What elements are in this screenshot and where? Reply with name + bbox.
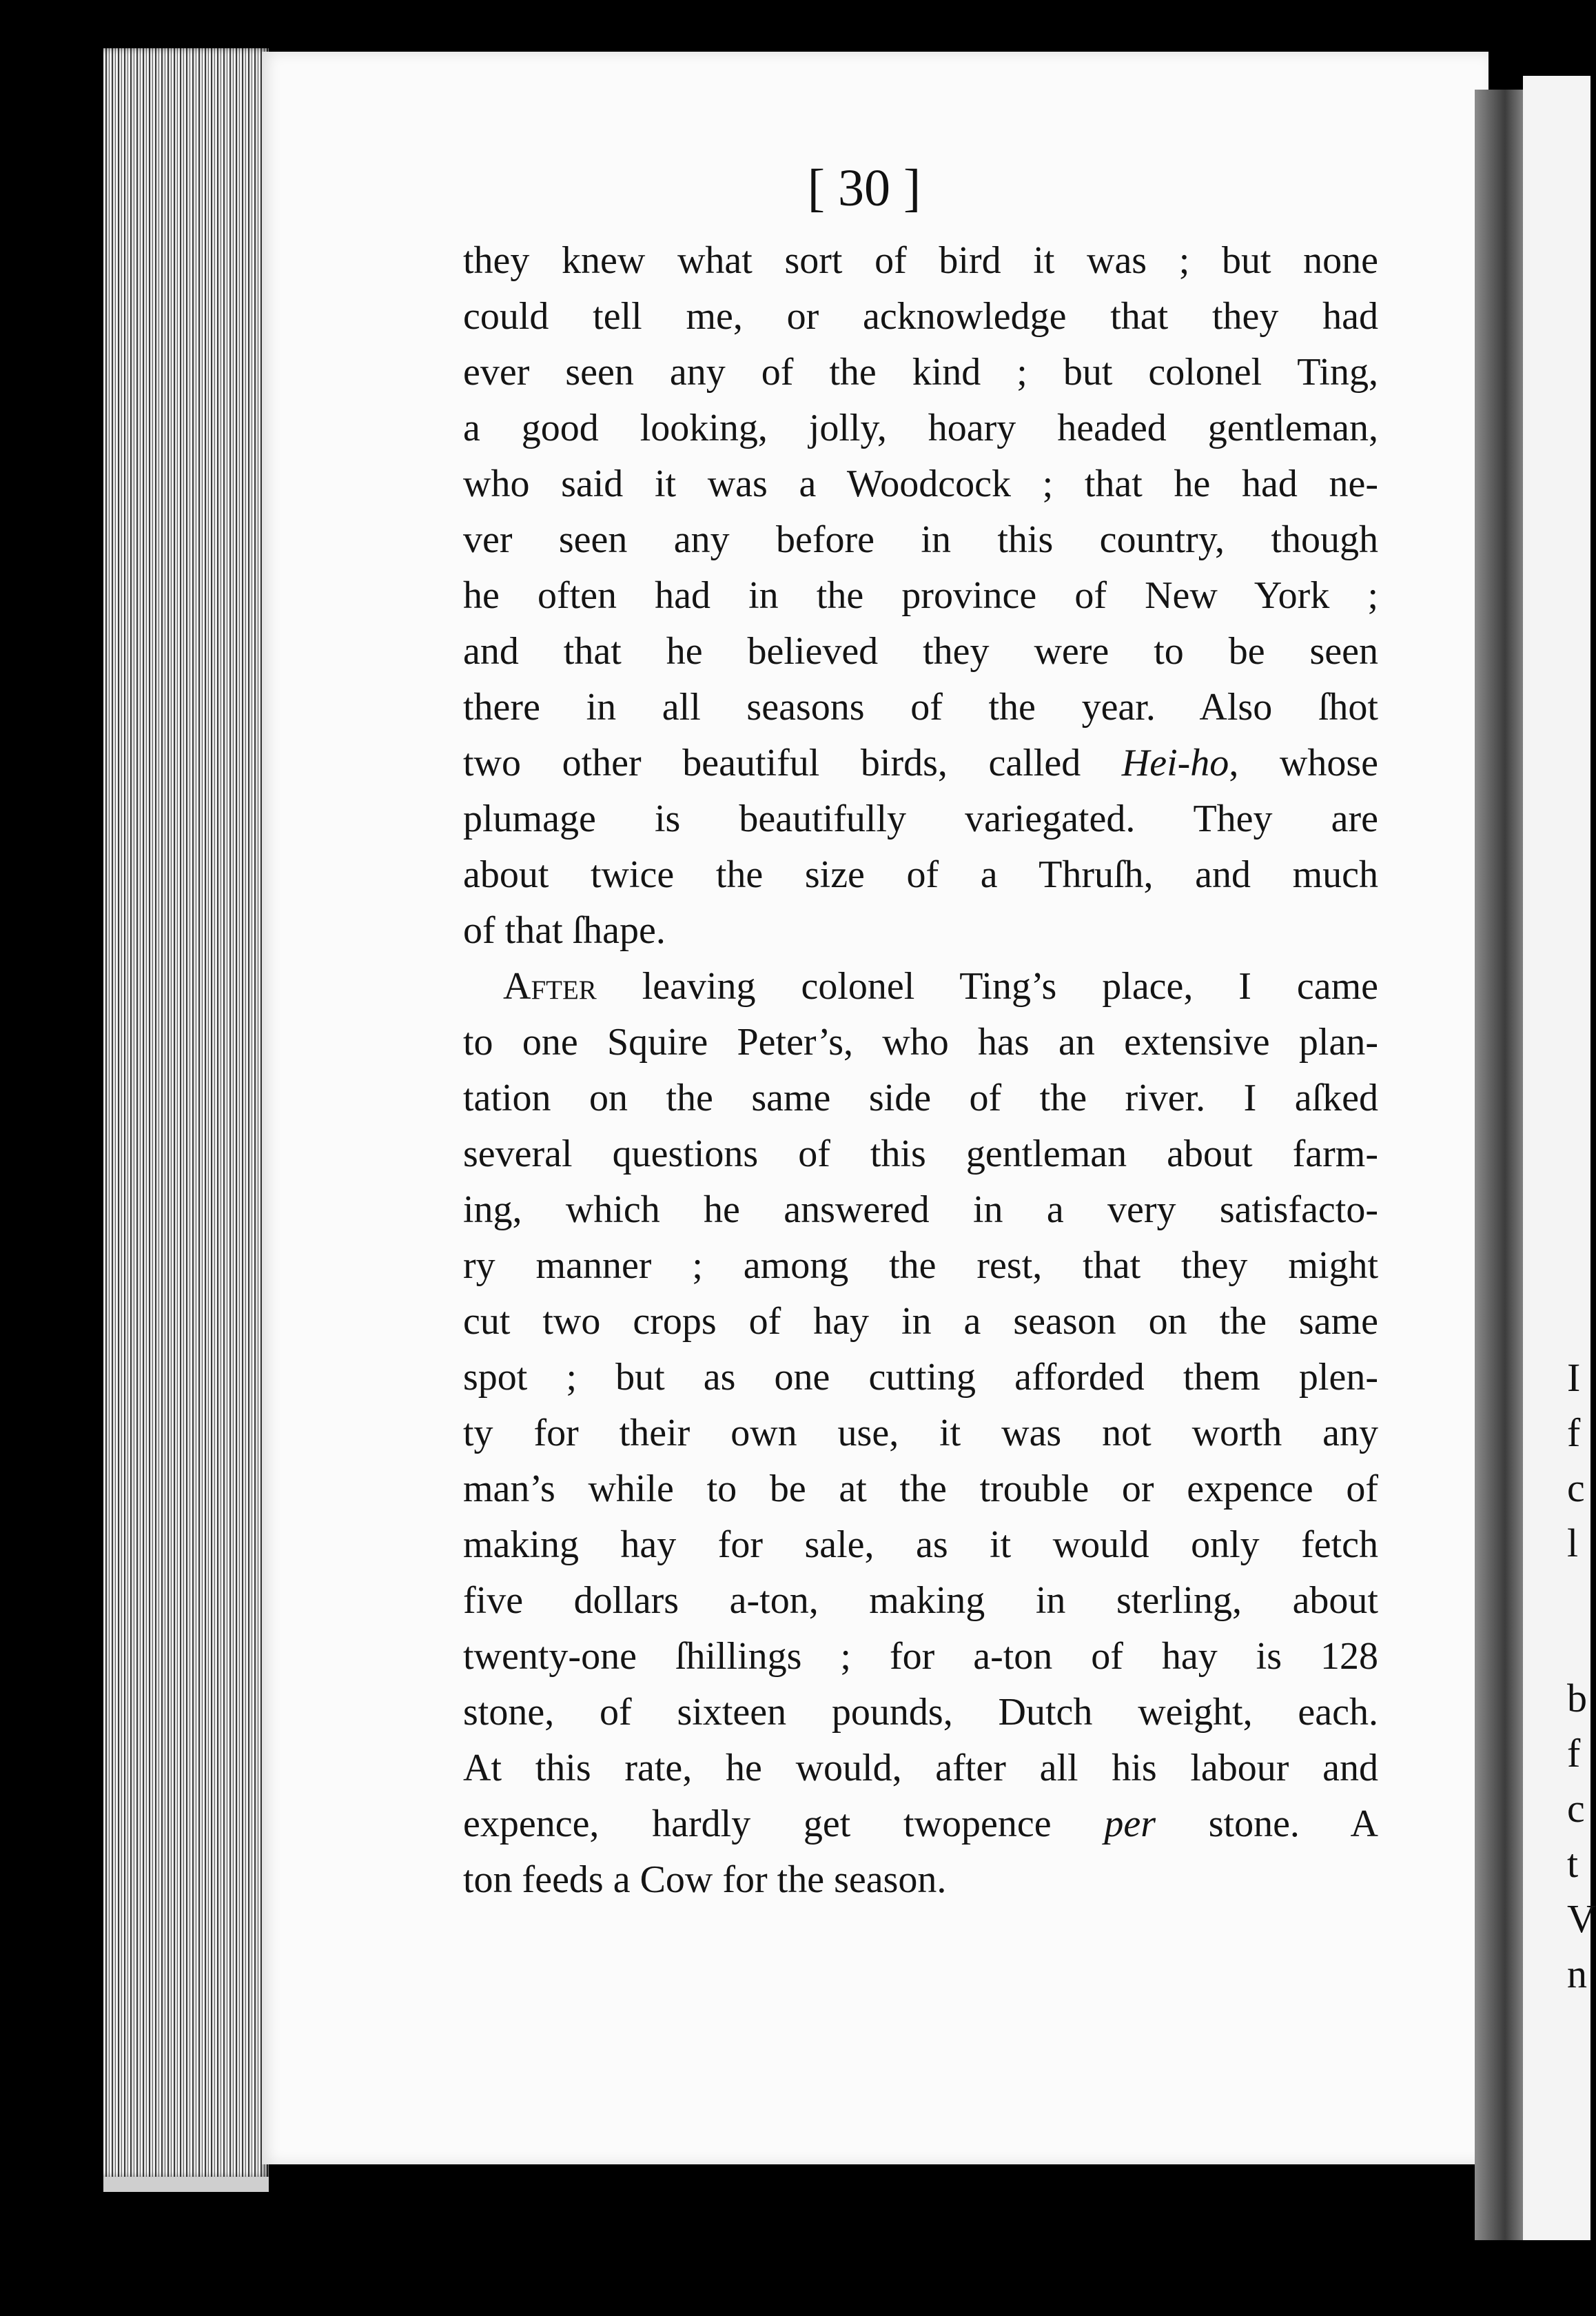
text-segment: leaving colonel Ting’s place, I came xyxy=(596,965,1378,1008)
text-line: ton feeds a Cow for the season. xyxy=(463,1858,947,1901)
text-line: a good looking, jolly, hoary headed gentleman, xyxy=(463,407,1378,449)
facing-page-fragment: b xyxy=(1567,1676,1587,1720)
text-line: twenty-one ſhillings ; for a-ton of hay is 128 xyxy=(463,1635,1378,1678)
text-line xyxy=(463,1796,1378,1852)
facing-page-edge xyxy=(1523,76,1596,2240)
text-segment: expence, hardly get twopence xyxy=(463,1802,1105,1845)
page-edges xyxy=(103,48,269,2178)
text-line: they knew what sort of bird it was ; but none xyxy=(463,239,1378,282)
text-line: ing, which he answered in a very satisfacto- xyxy=(463,1188,1378,1231)
facing-page-fragment: t xyxy=(1567,1841,1579,1886)
text-line: there in all seasons of the year. Also ſhot xyxy=(463,686,1378,729)
text-line xyxy=(463,959,1378,1015)
facing-page-fragment: f xyxy=(1567,1731,1581,1776)
facing-page-fragment: c xyxy=(1567,1465,1585,1510)
text-line: of that ſhape. xyxy=(463,909,666,952)
text-line: spot ; but as one cutting afforded them plen- xyxy=(463,1356,1378,1399)
text-line: plumage is beautifully variegated. They are xyxy=(463,798,1378,840)
text-line: ty for their own use, it was not worth any xyxy=(463,1412,1378,1454)
facing-page-fragment: I xyxy=(1567,1355,1581,1400)
text-line: stone, of sixteen pounds, Dutch weight, each. xyxy=(463,1691,1378,1734)
text-line: several questions of this gentleman about farm- xyxy=(463,1132,1378,1175)
facing-page-fragment: c xyxy=(1567,1786,1585,1831)
text-line: man’s while to be at the trouble or expence of xyxy=(463,1467,1378,1510)
book-gutter xyxy=(1475,90,1530,2240)
text-line: to one Squire Peter’s, who has an extensive plan- xyxy=(463,1021,1378,1064)
text-line: ver seen any before in this country, though xyxy=(463,518,1378,561)
smallcaps-word: After xyxy=(503,965,597,1008)
text-line: could tell me, or acknowledge that they had xyxy=(463,295,1378,338)
text-line: he often had in the province of New York ; xyxy=(463,574,1378,617)
facing-page-fragment: n xyxy=(1567,1951,1587,1996)
text-line: At this rate, he would, after all his labour and xyxy=(463,1747,1378,1789)
text-line: making hay for sale, as it would only fetch xyxy=(463,1523,1378,1566)
facing-page-fragment: V xyxy=(1567,1896,1596,1941)
text-line: five dollars a-ton, making in sterling, about xyxy=(463,1579,1378,1622)
text-line xyxy=(463,735,1378,791)
text-line: ry manner ; among the rest, that they might xyxy=(463,1244,1378,1287)
italic-term: Hei-ho xyxy=(1121,742,1229,784)
body-text xyxy=(463,233,1378,1908)
text-line: about twice the size of a Thruſh, and much xyxy=(463,853,1378,896)
text-line: and that he believed they were to be seen xyxy=(463,630,1378,673)
facing-page-fragment: f xyxy=(1567,1410,1581,1455)
text-line: tation on the same side of the river. I aſked xyxy=(463,1077,1378,1119)
text-segment: , whose xyxy=(1229,742,1379,784)
facing-page-fragment: l xyxy=(1567,1521,1579,1565)
text-line: who said it was a Woodcock ; that he had ne- xyxy=(463,463,1378,505)
text-line: cut two crops of hay in a season on the same xyxy=(463,1300,1378,1343)
page-header: [ 30 ] xyxy=(807,159,921,217)
text-segment: stone. A xyxy=(1156,1802,1378,1845)
text-line: ever seen any of the kind ; but colonel Ting, xyxy=(463,351,1378,394)
text-segment: two other beautiful birds, called xyxy=(463,742,1122,784)
italic-term: per xyxy=(1104,1802,1156,1845)
